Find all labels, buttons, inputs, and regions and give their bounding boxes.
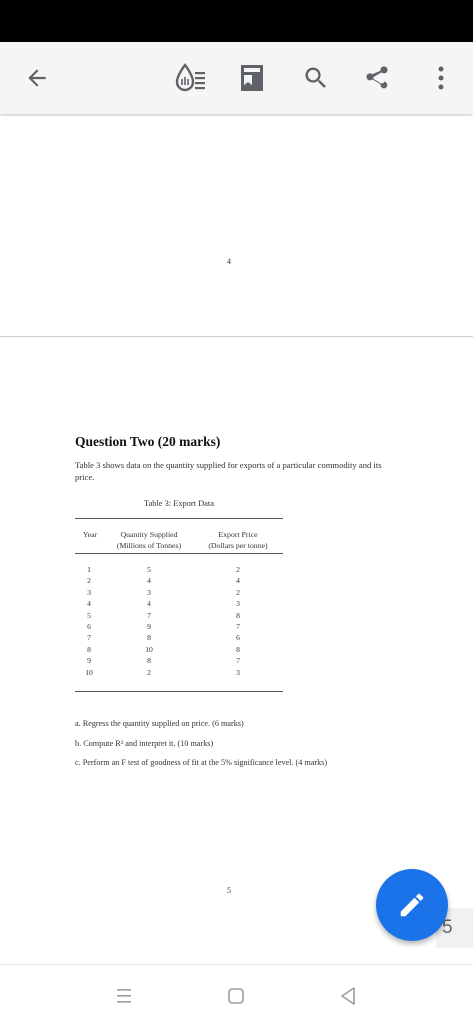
question-part-b: b. Compute R² and interpret it. (10 marks) [75,739,214,748]
header-quantity-line1: Quantity Supplied [120,530,178,539]
back-button[interactable] [17,58,57,98]
page-counter: 5 [436,908,473,948]
table-cell: 4 [87,599,91,609]
back-triangle-icon [339,986,357,1006]
question-part-a: a. Regress the quantity supplied on price. (6 marks) [75,719,244,728]
system-navigation-bar [0,964,473,1025]
recent-apps-icon [114,987,134,1005]
price-column [218,564,258,678]
table-cell: 7 [236,656,240,666]
table-bottom-rule [75,691,283,692]
arrow-left-icon [24,65,50,91]
reading-mode-button[interactable] [170,58,210,98]
edit-fab-button[interactable] [376,869,448,941]
table-cell: 2 [236,587,240,597]
table-cell: 8 [147,656,151,666]
table-cell: 4 [236,576,240,586]
search-button[interactable] [296,58,336,98]
table-header-rule [75,553,283,554]
pdf-viewer[interactable] [0,116,473,964]
table-cell: 9 [87,656,91,666]
quantity-column [129,564,169,678]
table-caption: Table 3: Export Data [144,499,214,508]
header-year: Year [82,530,98,539]
more-vert-icon [437,65,445,91]
pencil-icon [397,890,427,920]
table-cell: 7 [236,621,240,631]
home-button[interactable] [216,979,256,1013]
more-options-button[interactable] [421,58,461,98]
table-cell: 8 [87,644,91,654]
table-cell: 2 [87,576,91,586]
table-cell: 1 [87,565,91,574]
bookmark-button[interactable] [232,58,272,98]
question-part-c: c. Perform an F test of goodness of fit at the 5% significance level. (4 marks) [75,758,328,767]
page-number: 4 [227,257,231,266]
page-number: 5 [227,886,231,895]
table-cell: 2 [147,667,151,677]
share-button[interactable] [357,58,397,98]
table-cell: 2 [236,565,240,574]
table-cell: 8 [236,644,240,654]
table-cell: 5 [87,610,91,620]
year-column [69,564,109,678]
search-icon [302,64,330,92]
top-toolbar [0,42,473,114]
table-cell: 3 [147,587,151,597]
status-bar [0,0,473,42]
table-cell: 10 [85,667,93,677]
table-cell: 5 [147,565,151,574]
table-cell: 6 [236,633,240,643]
table-cell: 7 [147,610,151,620]
header-price-line1: Export Price [218,530,258,539]
back-nav-button[interactable] [328,979,368,1013]
table-cell: 4 [147,599,151,609]
table-cell: 3 [236,599,240,609]
question-intro: Table 3 shows data on the quantity supplied for exports of a particular commodity and its price. [75,460,382,482]
table-cell: 10 [145,644,153,654]
table-cell: 8 [147,633,151,643]
share-icon [363,64,391,92]
page-divider [0,336,473,337]
table-top-rule [75,518,283,519]
question-title: Question Two (20 marks) [75,434,221,449]
table-cell: 9 [147,621,151,631]
table-cell: 6 [87,621,91,631]
recent-apps-button[interactable] [104,979,144,1013]
reading-mode-icon [173,63,207,93]
bookmark-icon [240,64,264,92]
table-cell: 4 [147,576,151,586]
table-cell: 7 [87,633,91,643]
header-price-line2: (Dollars per tonne) [208,541,268,550]
table-cell: 3 [87,587,91,597]
table-cell: 3 [236,667,240,677]
home-icon [227,987,245,1005]
header-quantity-line2: (Millions of Tonnes) [116,541,182,550]
table-cell: 8 [236,610,240,620]
